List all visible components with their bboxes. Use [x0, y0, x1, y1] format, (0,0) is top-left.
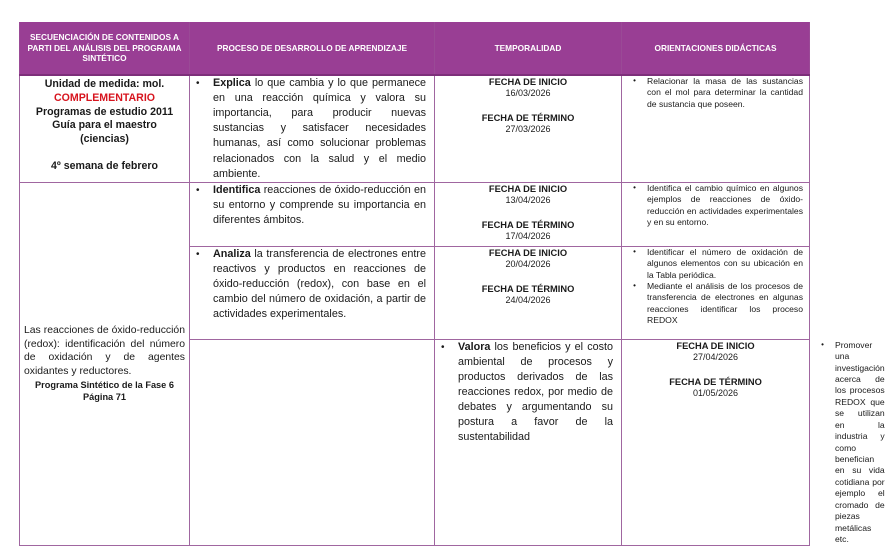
list-item	[622, 183, 803, 229]
unit-title: Unidad de medida: mol.	[44, 78, 165, 90]
orientation-cell	[622, 75, 810, 182]
start-date: 27/04/2026	[692, 351, 739, 362]
end-label: FECHA DE TÉRMINO	[481, 219, 575, 230]
program-label: Programa Sintético de la Fase 6	[35, 380, 174, 391]
table-row	[20, 182, 810, 246]
orientation-text: Mediante el análisis de los procesos de transferencia de electrones en algunas reacciones identificar los proceso REDOX	[647, 281, 803, 326]
header-contents: SECUENCIACIÓN DE CONTENIDOS A PARTI DEL ANÁLISIS DEL PROGRAMA SINTÉTICO	[20, 22, 190, 75]
process-text: los beneficios y el costo ambiental de procesos y productos derivados de las reacciones redox, por medio de debates y argumentando su postura a favor de la sustentabilidad	[458, 340, 613, 444]
process-verb: Analiza	[213, 247, 251, 260]
bullet-icon: •	[196, 248, 200, 260]
bullet-icon: •	[633, 76, 636, 85]
redox-text: Las reacciones de óxido-reducción (redox): identificación del número de oxidación y de agentes oxidantes y reductores.	[24, 325, 185, 377]
bullet-icon: •	[633, 281, 636, 291]
orientation-text: Identificar el número de oxidación de algunos elementos con su ubicación en la Tabla periódica.	[647, 246, 803, 280]
process-text: lo que cambia y lo que permanece en una reacción química y valora su importancia, para producir nuevas sustancias y satisfacer necesidades humanas, así como solucionar problemas relacionados con la salud y el medio ambiente.	[213, 77, 426, 180]
bullet-icon: •	[821, 339, 824, 349]
orientation-cell	[622, 182, 810, 246]
start-date: 13/04/2026	[505, 194, 551, 205]
bullet-icon: •	[441, 341, 445, 353]
process-cell	[190, 246, 435, 339]
start-date: 16/03/2026	[505, 88, 551, 99]
header-process: PROCESO DE DESARROLLO DE APRENDIZAJE	[190, 22, 435, 75]
process-cell	[190, 75, 435, 182]
content-cell-empty	[190, 339, 435, 546]
content-cell-redox	[20, 182, 190, 546]
start-label: FECHA DE INICIO	[488, 247, 568, 258]
bullet-icon: •	[196, 184, 200, 196]
science-label: (ciencias)	[80, 133, 129, 146]
bullet-icon: •	[196, 78, 200, 89]
process-cell	[190, 182, 435, 246]
process-cell	[435, 339, 622, 546]
content-cell-unit	[20, 75, 190, 182]
orientation-text: Relacionar la masa de las sustancias con el mol para determinar la cantidad de sustancia que poseen.	[647, 76, 803, 109]
process-verb: Identifica	[213, 183, 261, 196]
header-timing: TEMPORALIDAD	[435, 22, 622, 75]
table-row	[20, 75, 810, 182]
start-label: FECHA DE INICIO	[488, 183, 568, 194]
process-verb: Valora	[458, 340, 491, 353]
timing-cell	[622, 339, 810, 546]
timing-cell	[435, 75, 622, 182]
end-date: 24/04/2026	[505, 294, 551, 305]
start-label: FECHA DE INICIO	[676, 340, 755, 351]
end-label: FECHA DE TÉRMINO	[481, 283, 575, 294]
header-row	[20, 22, 810, 75]
guide-label: Guía para el maestro	[52, 119, 157, 132]
process-text: la transferencia de electrones entre reactivos y productos en reacciones de óxido-reducción (redox), con base en el cambio del número de oxidación, a partir de actividades experimentales.	[213, 247, 426, 321]
end-date: 17/04/2026	[505, 230, 551, 241]
complement-label: COMPLEMENTARIO	[53, 91, 156, 104]
orientation-text: Identifica el cambio químico en algunos ejemplos de reacciones de óxido-reducción en actividades experimentales y en su entorno.	[647, 182, 803, 228]
start-label: FECHA DE INICIO	[488, 77, 568, 87]
list-item	[622, 76, 803, 110]
bullet-icon: •	[633, 182, 636, 192]
week-label: 4º semana de febrero	[51, 159, 158, 172]
end-date: 01/05/2026	[692, 387, 739, 398]
start-date: 20/04/2026	[505, 258, 551, 269]
programs-label: Programas de estudio 2011	[35, 105, 174, 118]
end-label: FECHA DE TÉRMINO	[669, 376, 762, 387]
list-item	[622, 247, 803, 281]
list-item	[622, 281, 803, 327]
orientation-text: Promover una investigación acerca de los procesos REDOX que se utilizan en la industria y como benefician en su vida cotidiana por ejemplo el cromado de piezas metálicas etc.	[835, 339, 885, 544]
process-verb: Explica	[213, 77, 251, 89]
timing-cell	[435, 182, 622, 246]
timing-cell	[435, 246, 622, 339]
end-date: 27/03/2026	[505, 123, 551, 134]
process-text: reacciones de óxido-reducción en su entorno y comprende su importancia en diferentes ámbitos.	[213, 183, 426, 226]
bullet-icon: •	[633, 246, 636, 256]
page-label: Página 71	[83, 392, 126, 403]
planning-table	[19, 22, 885, 546]
header-orientations: ORIENTACIONES DIDÁCTICAS	[622, 22, 810, 75]
end-label: FECHA DE TÉRMINO	[481, 112, 575, 123]
orientation-cell	[622, 246, 810, 339]
